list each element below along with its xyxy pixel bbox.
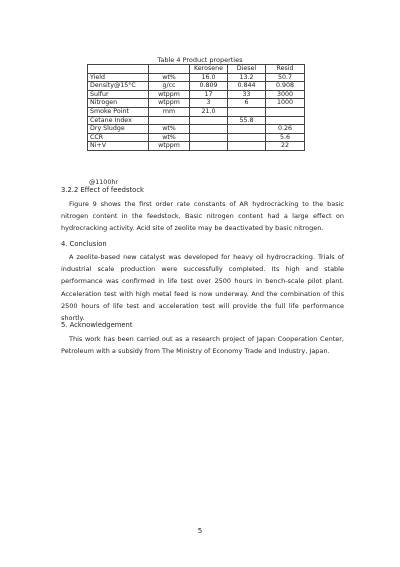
table-cell: Density@15°C — [88, 82, 149, 91]
table-cell — [190, 133, 228, 142]
table-cell: Smoke Point — [88, 107, 149, 116]
table-cell: mm — [149, 107, 190, 116]
table-cell — [266, 116, 305, 125]
table-cell: 16.0 — [190, 73, 228, 82]
table-header-cell — [149, 65, 190, 74]
table-cell: 21.0 — [190, 107, 228, 116]
table-cell — [228, 125, 266, 134]
table-cell: Sulfur — [88, 90, 149, 99]
table-cell: 22 — [266, 142, 305, 151]
section-heading-acknowledgement: 5. Acknowledgement — [61, 321, 133, 329]
table-cell — [228, 107, 266, 116]
table-caption: Table 4 Product properties — [157, 56, 243, 64]
table-row — [88, 142, 305, 151]
product-properties-table — [87, 64, 305, 151]
table-cell — [149, 116, 190, 125]
table-row — [88, 116, 305, 125]
table-cell — [228, 133, 266, 142]
table-footnote: @1100hr — [89, 179, 118, 186]
table-row — [88, 73, 305, 82]
table-cell: 6 — [228, 99, 266, 108]
table-cell — [228, 142, 266, 151]
table-cell: 5.6 — [266, 133, 305, 142]
table-cell: 1000 — [266, 99, 305, 108]
table-header-cell: Resid — [266, 65, 305, 74]
table-cell: wt% — [149, 125, 190, 134]
section-body-feedstock: Figure 9 shows the first order rate constants of AR hydrocracking to the basic nitrogen content in the feedstock, Basic nitrogen content had a large effect on hydrocracking activity. Acid site of zeolite may be deactivated by basic nitrogen. — [61, 200, 344, 233]
table-row — [88, 125, 305, 134]
table-cell — [266, 107, 305, 116]
table-cell — [190, 142, 228, 151]
table-cell: Cetane Index — [88, 116, 149, 125]
table-row — [88, 107, 305, 116]
table-cell: 0.26 — [266, 125, 305, 134]
table-header-cell: Diesel — [228, 65, 266, 74]
table-row — [88, 82, 305, 91]
section-body-conclusion: A zeolite-based new catalyst was developed for heavy oil hydrocracking. Trials of industrial scale production were successfully completed. Its high and stable performance was confirmed in life test over 2500 hours in bench-scale pilot plant. Acceleration test with high metal feed is now underway. And the combination of this 2500 hours of life test and acceleration test will provide the full life performance shortly. — [61, 253, 344, 323]
table-cell: wtppm — [149, 90, 190, 99]
table-cell: 55.8 — [228, 116, 266, 125]
table-cell: 3 — [190, 99, 228, 108]
table-cell: wt% — [149, 73, 190, 82]
table-cell: wt% — [149, 133, 190, 142]
table-cell: 50.7 — [266, 73, 305, 82]
table-row — [88, 133, 305, 142]
table-cell: 0.908 — [266, 82, 305, 91]
table-cell: Ni+V — [88, 142, 149, 151]
table-cell: CCR — [88, 133, 149, 142]
table-cell: 17 — [190, 90, 228, 99]
table-cell: 0.844 — [228, 82, 266, 91]
table-cell: 0.809 — [190, 82, 228, 91]
table-cell: Yield — [88, 73, 149, 82]
table-row — [88, 90, 305, 99]
table-cell — [190, 125, 228, 134]
table-header-row — [88, 65, 305, 74]
table-cell: g/cc — [149, 82, 190, 91]
section-body-acknowledgement: This work has been carried out as a research project of Japan Cooperation Center, Petroleum with a subsidy from The Ministry of Economy Trade and Industry, Japan. — [61, 335, 344, 356]
section-heading-conclusion: 4. Conclusion — [61, 240, 107, 248]
table-header-cell — [88, 65, 149, 74]
table-cell: Dry Sludge — [88, 125, 149, 134]
page-number: 5 — [197, 527, 203, 535]
table-cell: 33 — [228, 90, 266, 99]
table-cell: Nitrogen — [88, 99, 149, 108]
table-cell: 13.2 — [228, 73, 266, 82]
table-cell: wtppm — [149, 99, 190, 108]
table-cell: wtppm — [149, 142, 190, 151]
table-cell: 3000 — [266, 90, 305, 99]
table-cell — [190, 116, 228, 125]
section-heading-feedstock: 3.2.2 Effect of feedstock — [61, 186, 144, 194]
table-row — [88, 99, 305, 108]
table-header-cell: Kerosene — [190, 65, 228, 74]
